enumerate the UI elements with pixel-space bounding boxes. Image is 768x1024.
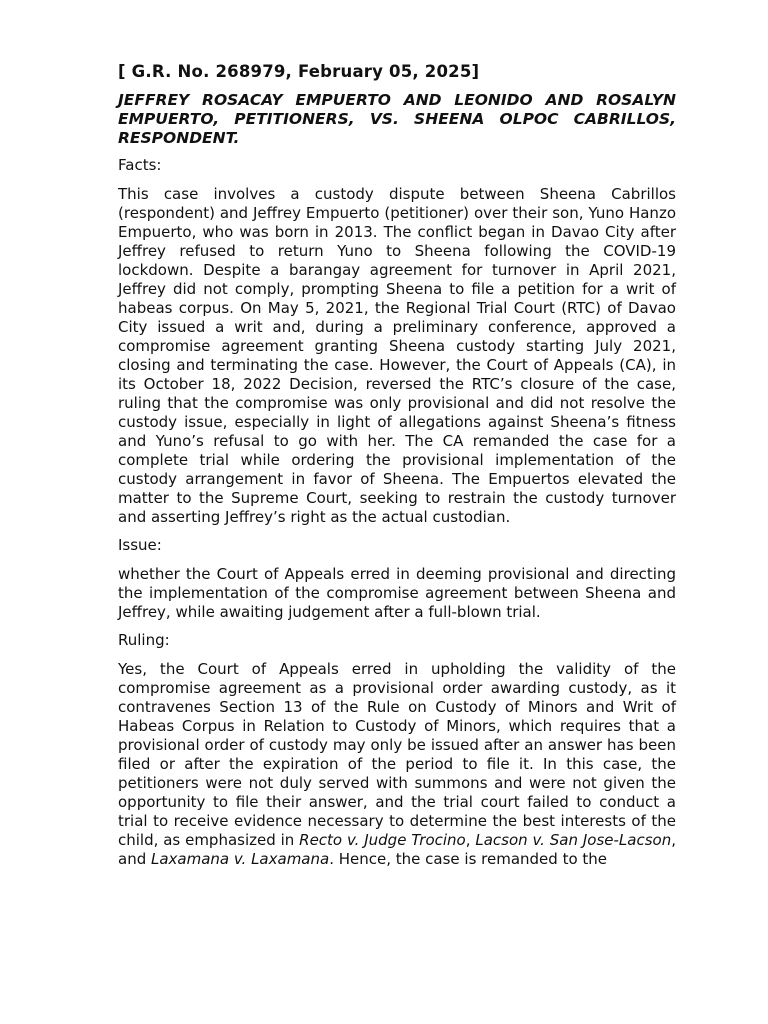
ruling-paragraph bbox=[118, 660, 676, 869]
case-citation-laxamana: Laxamana v. Laxamana bbox=[151, 850, 330, 868]
issue-heading: Issue: bbox=[118, 536, 162, 554]
ruling-separator-1: , bbox=[465, 831, 476, 849]
ruling-text-2: . Hence, the case is remanded to the bbox=[329, 850, 608, 868]
case-number: [ G.R. No. 268979, February 05, 2025] bbox=[118, 62, 480, 81]
case-citation-lacson: Lacson v. San Jose-Lacson bbox=[475, 831, 672, 849]
ruling-heading: Ruling: bbox=[118, 631, 170, 649]
issue-paragraph: whether the Court of Appeals erred in deeming provisional and directing the implementation of the compromise agreement between Sheena and Jeffrey, while awaiting judgement after a full-blown trial. bbox=[118, 565, 676, 621]
ruling-separator-2: , and bbox=[118, 831, 676, 868]
facts-paragraph: This case involves a custody dispute between Sheena Cabrillos (respondent) and Jeffrey Empuerto (petitioner) over their son, Yuno Hanzo Empuerto, who was born in 2013. The conflict began in Davao City after Jeffrey refused to return Yuno to Sheena following the COVID-19 lockdown. Despite a barangay agreement for turnover in April 2021, Jeffrey did not comply, prompting Sheena to file a petition for a writ of habeas corpus. On May 5, 2021, the Regional Trial Court (RTC) of Davao City issued a writ and, during a preliminary conference, approved a compromise agreement granting Sheena custody starting July 2021, closing and terminating the case. However, the Court of Appeals (CA), in its October 18, 2022 Decision, reversed the RTC’s closure of the case, ruling that the compromise was only provisional and did not resolve the custody issue, especially in light of allegations against Sheena’s fitness and Yuno’s refusal to go with her. The CA remanded the case for a complete trial while ordering the provisional implementation of the custody arrangement in favor of Sheena. The Empuertos elevated the matter to the Supreme Court, seeking to restrain the custody turnover and asserting Jeffrey’s right as the actual custodian. bbox=[118, 185, 676, 526]
case-parties: JEFFREY ROSACAY EMPUERTO AND LEONIDO AND ROSALYN EMPUERTO, PETITIONERS, VS. SHEENA OLPOC CABRILLOS, RESPONDENT. bbox=[118, 91, 676, 147]
facts-heading: Facts: bbox=[118, 156, 162, 174]
case-citation-recto: Recto v. Judge Trocino bbox=[299, 831, 466, 849]
ruling-text-1: Yes, the Court of Appeals erred in upholding the validity of the compromise agreement as a provisional order awarding custody, as it contravenes Section 13 of the Rule on Custody of Minors and Writ of Habeas Corpus in Relation to Custody of Minors, which requires that a provisional order of custody may only be issued after an answer has been filed or after the expiration of the period to file it. In this case, the petitioners were not duly served with summons and were not given the opportunity to file their answer, and the trial court failed to conduct a trial to receive evidence necessary to determine the best interests of the child, as emphasized in bbox=[118, 660, 676, 849]
